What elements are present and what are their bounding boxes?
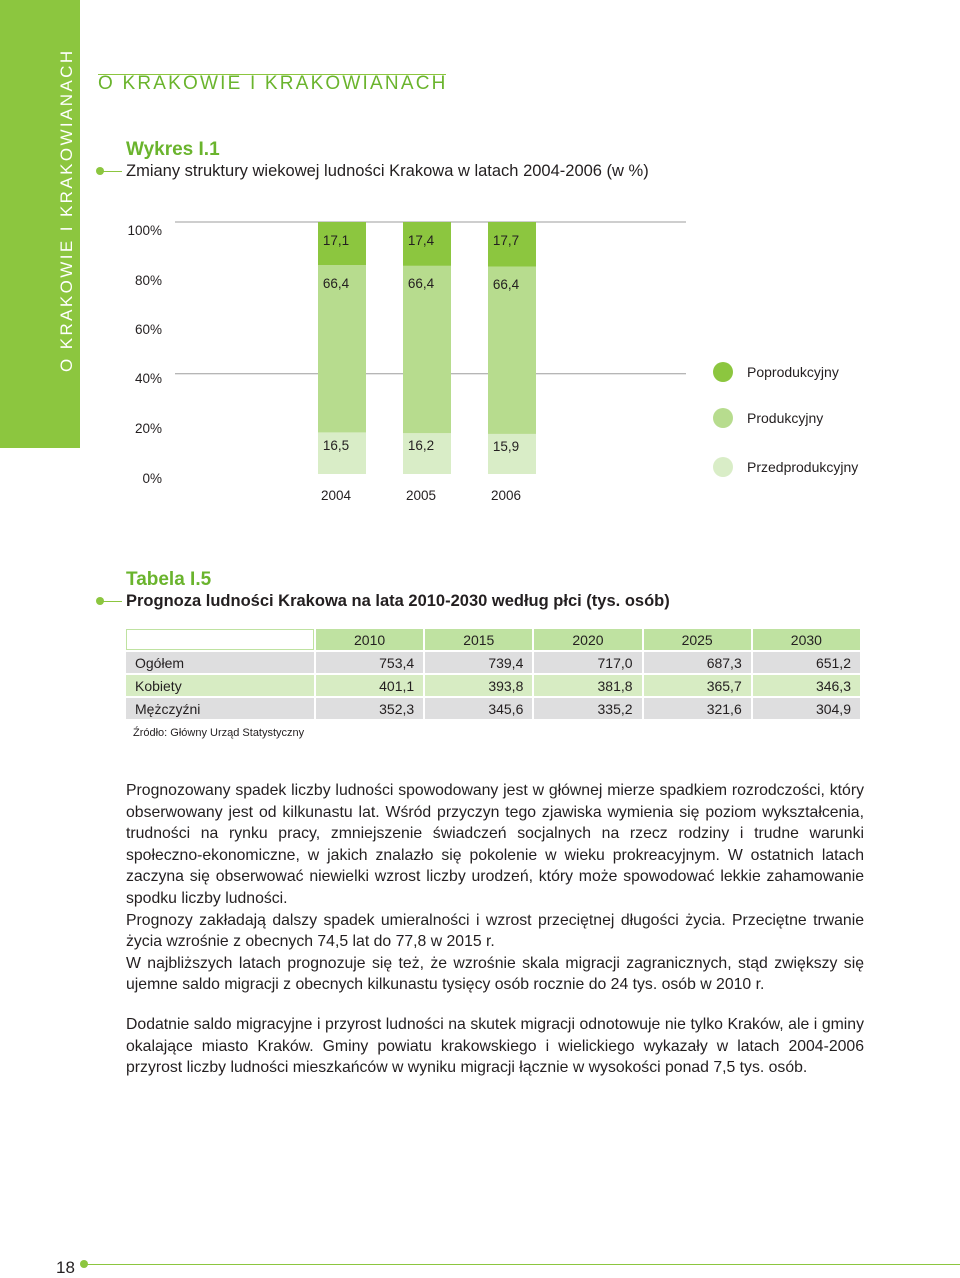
table-header-row: [126, 629, 860, 650]
table-row: [126, 698, 860, 719]
table-header-cell: 2010: [314, 629, 423, 650]
x-tick-label: 2005: [405, 488, 437, 503]
legend-swatch-icon: [713, 362, 733, 382]
population-forecast-table: [126, 627, 860, 721]
y-tick-label: 60%: [134, 322, 162, 337]
legend-label: Przedprodukcyjny: [747, 459, 859, 475]
legend-item-poprodukcyjny: [713, 362, 913, 382]
body-text-block: [126, 780, 864, 996]
section-title: O KRAKOWIE I KRAKOWIANACH: [98, 73, 448, 94]
y-tick-label: 80%: [134, 273, 162, 288]
table-cell: 321,6: [642, 698, 751, 719]
data-label: 15,9: [492, 439, 520, 454]
table-header-cell: 2030: [751, 629, 860, 650]
legend-label: Poprodukcyjny: [747, 364, 839, 380]
data-label: 16,2: [407, 438, 435, 453]
table-row: [126, 652, 860, 673]
data-label: 16,5: [322, 438, 350, 453]
table-cell: 651,2: [751, 652, 860, 673]
legend-item-przedprodukcyjny: [713, 457, 913, 477]
table-cell: 304,9: [751, 698, 860, 719]
chart-caption-label: Wykres I.1: [126, 139, 220, 160]
data-label: 17,7: [492, 233, 520, 248]
caption-bullet-icon: [96, 597, 104, 605]
stacked-bar-chart: [0, 0, 960, 520]
table-cell: 345,6: [423, 698, 532, 719]
paragraph: W najbliższych latach prognozuje się też, że wzrośnie skala migracji zagranicznych, stąd zwiększy się ujemne saldo migracji z obecnych kilkunastu tysięcy osób rocznie do 24 tys. osób w 2010 r.: [126, 954, 864, 994]
side-section-label: O KRAKOWIE I KRAKOWIANACH: [57, 48, 76, 372]
y-tick-label: 20%: [134, 421, 162, 436]
table-header-cell: 2015: [423, 629, 532, 650]
row-label: Ogółem: [126, 652, 314, 673]
table-cell: 687,3: [642, 652, 751, 673]
table-cell: 739,4: [423, 652, 532, 673]
data-label: 17,1: [322, 233, 350, 248]
table-caption-title: Prognoza ludności Krakowa na lata 2010-2030 według płci (tys. osób): [126, 592, 670, 610]
table-header-cell: 2025: [642, 629, 751, 650]
x-tick-label: 2004: [320, 488, 352, 503]
legend-item-produkcyjny: [713, 408, 913, 428]
body-text-block: [126, 1014, 864, 1079]
table-cell: 335,2: [532, 698, 641, 719]
table-cell: 401,1: [314, 675, 423, 696]
paragraph: Prognozowany spadek liczby ludności spowodowany jest w głównej mierze spadkiem rozrodczości, który obserwowany jest od kilkunastu lat. Wśród przyczyn tego zjawiska wymienia się poziom wykształcenia, trudności na rynku pracy, zmniejszenie świadczeń socjalnych na rzecz rodziny i trudne warunki społeczno-ekonomiczne, w jakich znalazło się pokolenie w wieku prokreacyjnym. W ostatnich latach zaczyna się obserwować niewielki wzrost liczby urodzeń, który może spowodować lekkie zahamowanie spodku liczby ludności.: [126, 782, 864, 907]
data-label: 66,4: [492, 277, 520, 292]
chart-caption-title: Zmiany struktury wiekowej ludności Krakowa w latach 2004-2006 (w %): [126, 162, 649, 180]
table-header-cell: [126, 629, 314, 650]
x-tick-label: 2006: [490, 488, 522, 503]
table-header-cell: 2020: [532, 629, 641, 650]
legend-swatch-icon: [713, 408, 733, 428]
row-label: Mężczyźni: [126, 698, 314, 719]
table-cell: 365,7: [642, 675, 751, 696]
table-caption-label: Tabela I.5: [126, 569, 212, 590]
legend-swatch-icon: [713, 457, 733, 477]
footer-bullet-icon: [80, 1260, 88, 1268]
data-label: 66,4: [322, 276, 350, 291]
legend-label: Produkcyjny: [747, 410, 824, 426]
table-cell: 393,8: [423, 675, 532, 696]
table-row: [126, 675, 860, 696]
row-label: Kobiety: [126, 675, 314, 696]
table-cell: 717,0: [532, 652, 641, 673]
y-tick-label: 0%: [142, 471, 162, 486]
data-label: 17,4: [407, 233, 435, 248]
data-label: 66,4: [407, 276, 435, 291]
table-cell: 346,3: [751, 675, 860, 696]
table-cell: 381,8: [532, 675, 641, 696]
y-tick-label: 40%: [134, 371, 162, 386]
paragraph: Dodatnie saldo migracyjne i przyrost ludności na skutek migracji odnotowuje nie tylko Kraków, ale i gminy okalające miasto Kraków. Gminy powiatu krakowskiego i wielickiego wykazały w latach 2004-2006 przyrost liczby ludności mieszkańców w wyniku migracji łącznie w wysokości ponad 7,5 tys. osób.: [126, 1016, 864, 1077]
page-number: 18: [56, 1258, 75, 1277]
footer-rule: [84, 1264, 960, 1265]
table-cell: 352,3: [314, 698, 423, 719]
paragraph: Prognozy zakładają dalszy spadek umieralności i wzrost przeciętnej długości życia. Przeciętne trwanie życia wzrośnie z obecnych 74,5 lat do 77,8 w 2015 r.: [126, 911, 864, 951]
y-tick-label: 100%: [127, 223, 162, 238]
table-source-note: Źródło: Główny Urząd Statystyczny: [133, 727, 305, 739]
table-cell: 753,4: [314, 652, 423, 673]
